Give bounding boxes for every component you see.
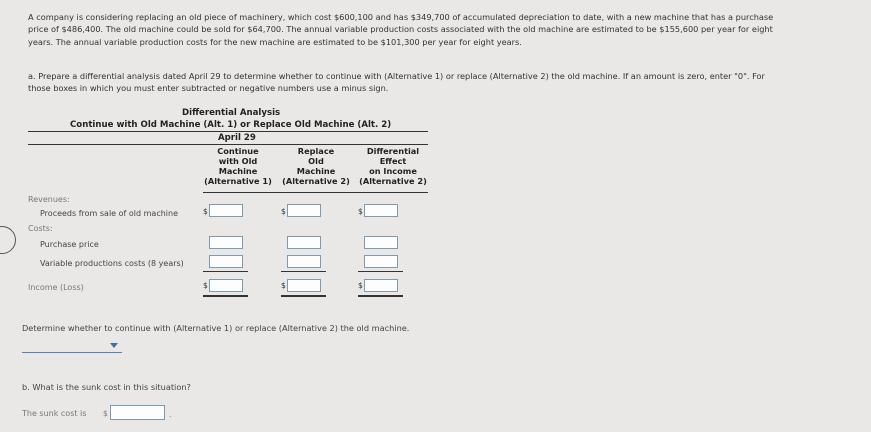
intro-line-2: price of $486,400. The old machine could be sold for $64,700. The annual variable production costs associated with the old machine are estimated to be $155,600 per year for eight <box>28 24 773 35</box>
proceeds-label: Proceeds from sale of old machine <box>40 209 179 218</box>
sunk-cost-input[interactable] <box>110 405 165 420</box>
sunk-cost-label: The sunk cost is <box>22 409 87 418</box>
alt2-purchase-input[interactable] <box>287 236 321 249</box>
analysis-title: Differential Analysis <box>182 108 281 118</box>
header-rule <box>28 131 428 132</box>
dropdown-underline <box>22 352 122 353</box>
diff-proceeds-input[interactable] <box>364 204 398 217</box>
revenues-label: Revenues: <box>28 195 70 204</box>
diff-income-input[interactable] <box>364 279 398 292</box>
col2-line2: Old <box>308 156 324 166</box>
col1-line1: Continue <box>217 146 259 156</box>
col-header-differential <box>352 146 434 186</box>
dollar-sign: $ <box>358 281 363 290</box>
alt2-total-rule <box>281 295 326 297</box>
diff-purchase-input[interactable] <box>364 236 398 249</box>
col3-line2: Effect <box>379 156 407 166</box>
col3-line3: on Income <box>369 166 417 176</box>
col-header-alt2 <box>276 146 356 186</box>
alt2-proceeds-input[interactable] <box>287 204 321 217</box>
col1-line3: Machine <box>218 166 258 176</box>
col2-line4: (Alternative 2) <box>282 176 350 186</box>
alt1-income-input[interactable] <box>209 279 243 292</box>
part-a-line-2: those boxes in which you must enter subtracted or negative numbers use a minus sign. <box>28 83 389 94</box>
col2-line3: Machine <box>296 166 336 176</box>
date-rule <box>28 144 428 145</box>
alt2-income-input[interactable] <box>287 279 321 292</box>
purchase-price-label: Purchase price <box>40 240 99 249</box>
col3-line1: Differential <box>366 146 420 156</box>
part-a-line-1: a. Prepare a differential analysis dated April 29 to determine whether to continue with (Alternative 1) or replace (Alternative 2) the old machine. If an amount is zero, enter "0". For <box>28 71 765 81</box>
income-loss-label: Income (Loss) <box>28 283 84 292</box>
col1-line2: with Old <box>218 156 258 166</box>
column-header-rule <box>203 192 428 193</box>
alt1-proceeds-input[interactable] <box>209 204 243 217</box>
dollar-sign: $ <box>203 207 208 216</box>
intro-line-1: A company is considering replacing an old piece of machinery, which cost $600,100 and has $349,700 of accumulated depreciation to date, with a new machine that has a purchase <box>28 12 774 22</box>
dollar-sign: $ <box>203 281 208 290</box>
analysis-date: April 29 <box>218 133 256 143</box>
alt1-purchase-input[interactable] <box>209 236 243 249</box>
col-header-alt1 <box>198 146 278 186</box>
intro-line-3: years. The annual variable production costs for the new machine are estimated to be $101,300 per year for eight years. <box>28 36 522 47</box>
diff-subtotal-rule <box>358 271 403 272</box>
part-a-instructions <box>28 70 868 95</box>
col1-line4: (Alternative 1) <box>204 176 272 186</box>
dollar-sign: $ <box>103 409 108 418</box>
chevron-down-icon <box>110 343 118 348</box>
costs-label: Costs: <box>28 224 53 233</box>
diff-variable-input[interactable] <box>364 255 398 268</box>
col2-line1: Replace <box>297 146 335 156</box>
dollar-sign: $ <box>358 207 363 216</box>
analysis-subtitle: Continue with Old Machine (Alt. 1) or Replace Old Machine (Alt. 2) <box>70 120 392 130</box>
decision-dropdown[interactable] <box>22 339 122 353</box>
alt1-variable-input[interactable] <box>209 255 243 268</box>
circle-icon[interactable] <box>0 226 16 254</box>
part-b-question: b. What is the sunk cost in this situation? <box>22 382 191 392</box>
dollar-sign: $ <box>281 207 286 216</box>
problem-intro <box>28 11 868 48</box>
diff-total-rule <box>358 295 403 297</box>
alt2-variable-input[interactable] <box>287 255 321 268</box>
alt1-subtotal-rule <box>203 271 248 272</box>
alt1-total-rule <box>203 295 248 297</box>
determine-question: Determine whether to continue with (Alternative 1) or replace (Alternative 2) the old machine. <box>22 323 410 333</box>
col3-line4: (Alternative 2) <box>359 176 427 186</box>
dollar-sign: $ <box>281 281 286 290</box>
alt2-subtotal-rule <box>281 271 326 272</box>
period: . <box>169 410 172 419</box>
variable-costs-label: Variable productions costs (8 years) <box>40 259 184 268</box>
